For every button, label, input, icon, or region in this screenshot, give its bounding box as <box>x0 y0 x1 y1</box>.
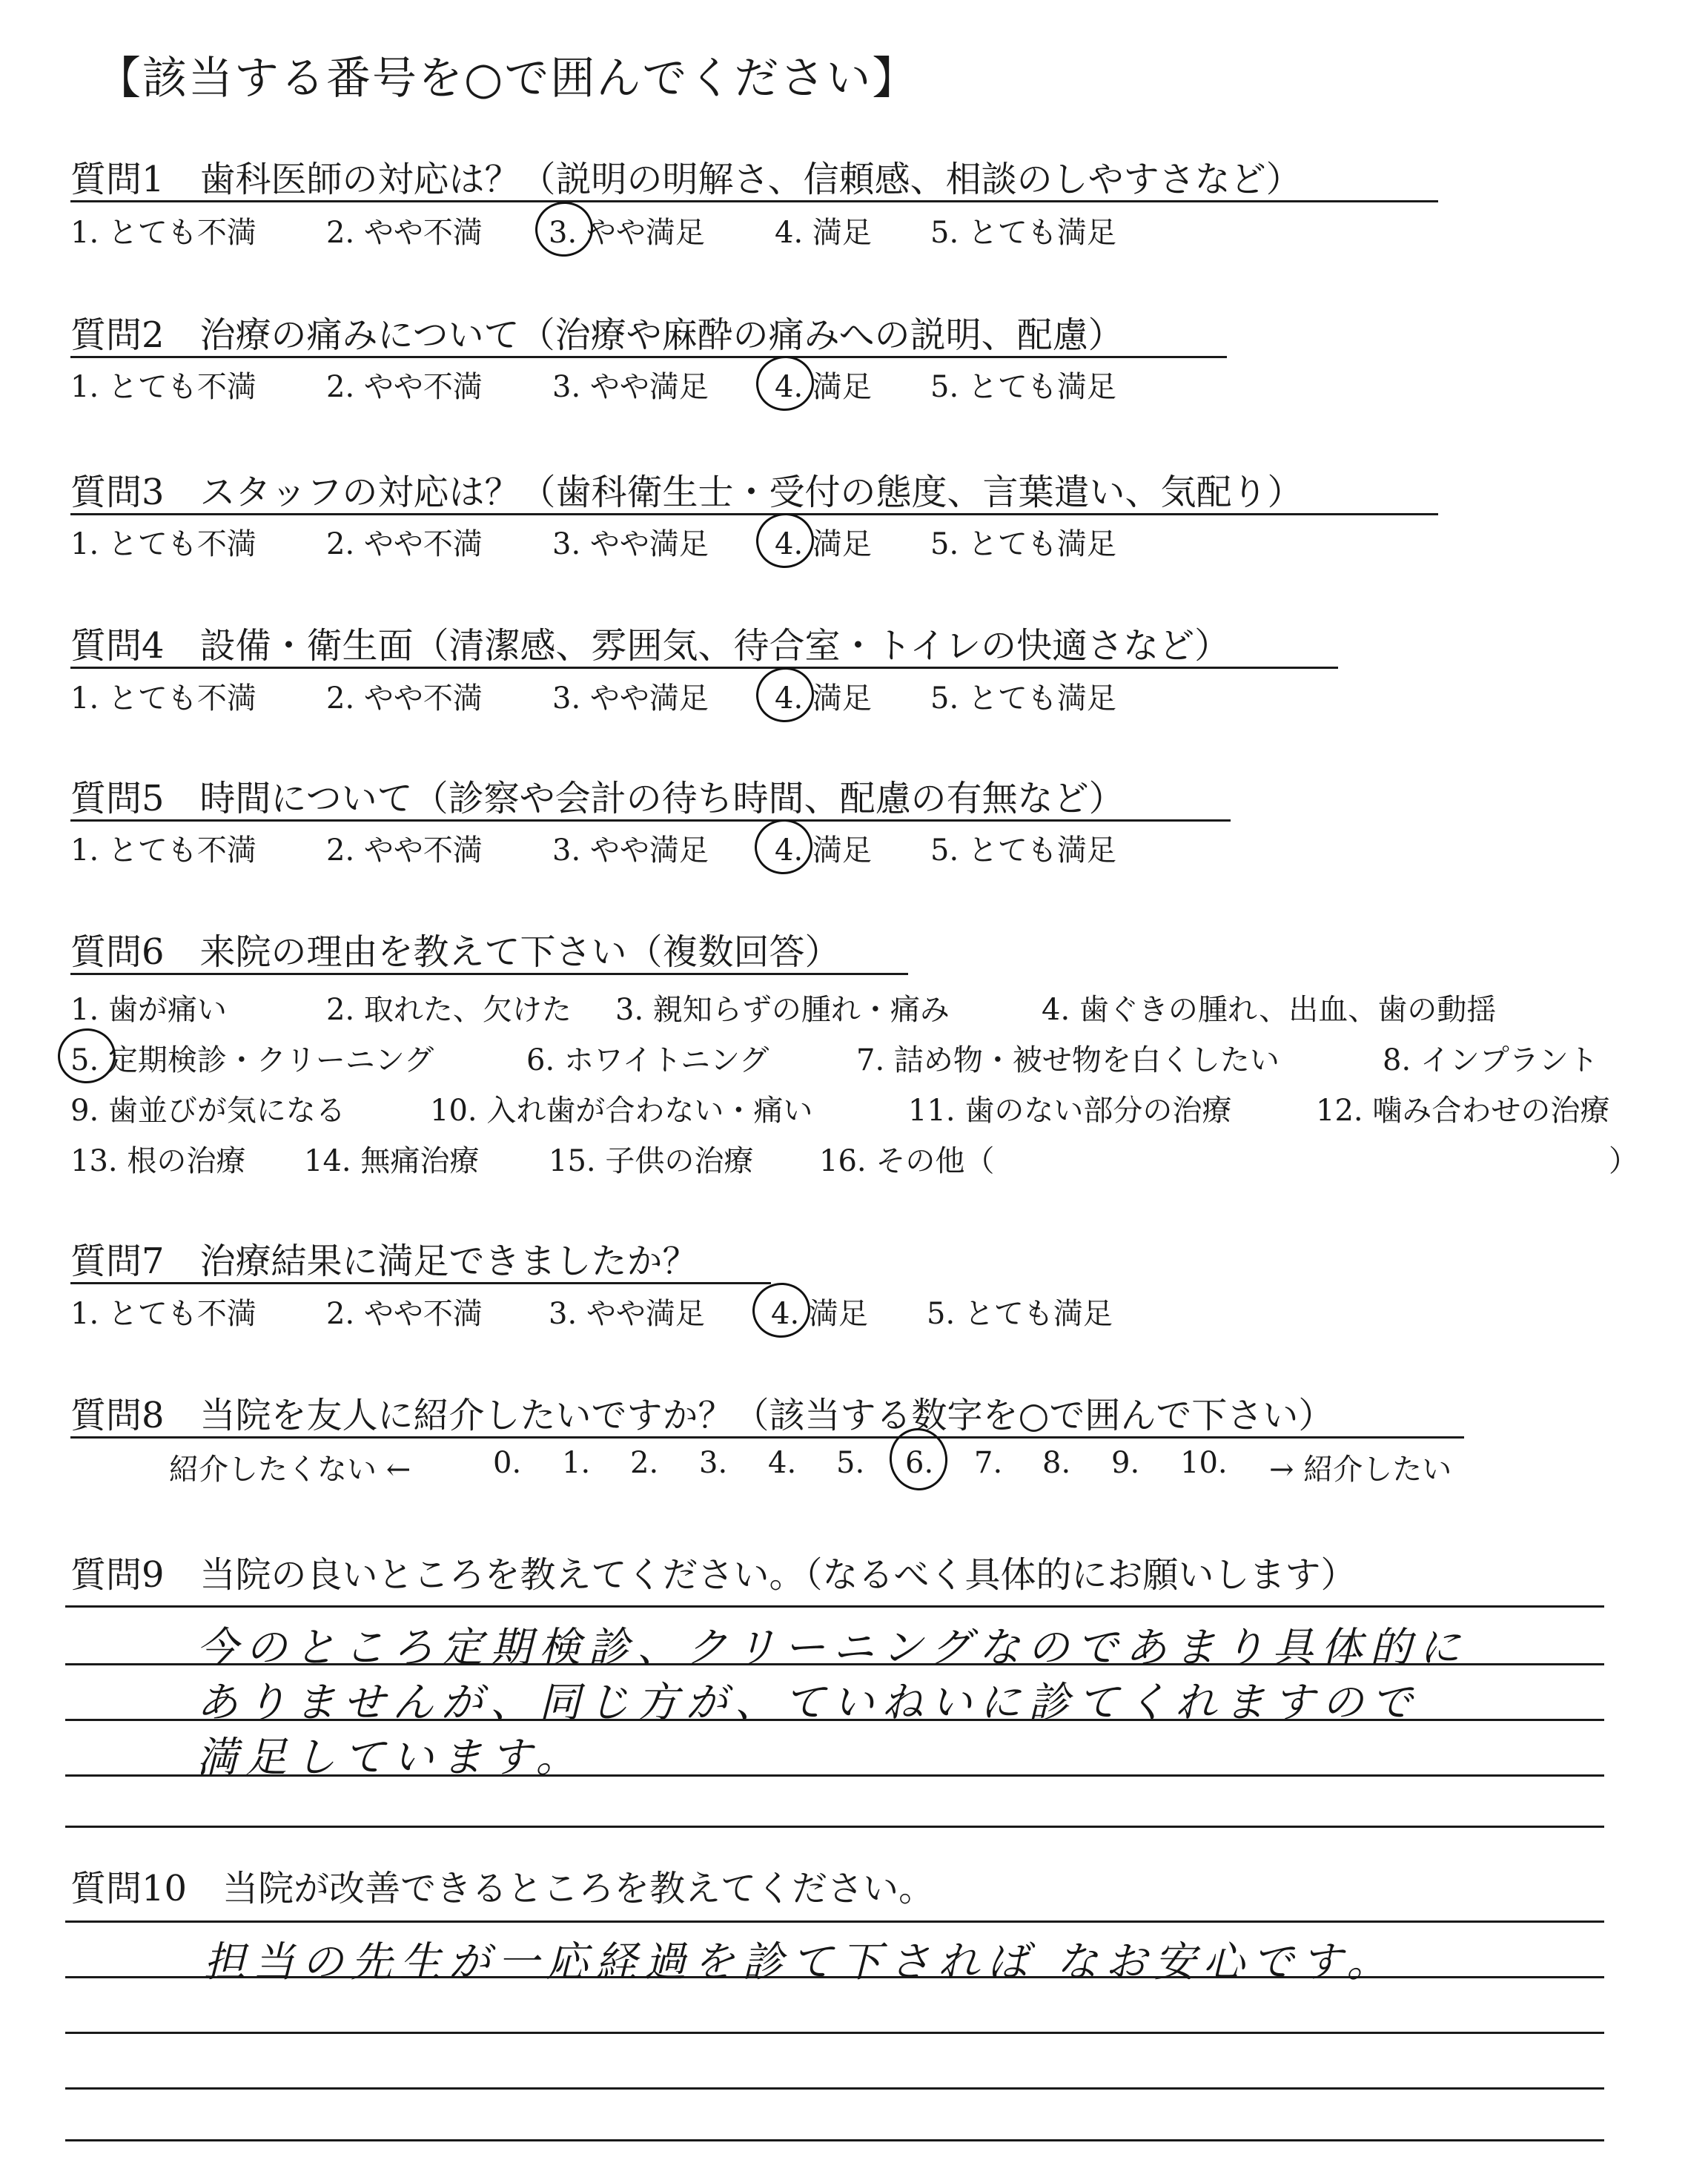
q6-option-15[interactable]: 15. 子供の治療 <box>549 1144 754 1178</box>
q1-option-1[interactable]: 1. とても不満 <box>70 216 256 250</box>
q2-option-2[interactable]: 2. やや不満 <box>326 370 483 404</box>
q6-option-2[interactable]: 2. 取れた、欠けた <box>326 993 572 1027</box>
q5-option-2[interactable]: 2. やや不満 <box>326 833 483 868</box>
q1-option-2[interactable]: 2. やや不満 <box>326 216 483 250</box>
q5-option-3[interactable]: 3. やや満足 <box>552 833 709 868</box>
question-3-underline <box>70 513 1438 515</box>
q1-option-3[interactable]: 3. やや満足 <box>549 216 705 250</box>
q6-option-14[interactable]: 14. 無痛治療 <box>304 1144 480 1178</box>
q6-other-close-paren: ） <box>1609 1144 1638 1178</box>
q4-option-1[interactable]: 1. とても不満 <box>70 681 256 716</box>
q6-option-16[interactable]: 16. その他（ <box>819 1144 995 1178</box>
question-2-title: 質問2 治療の痛みについて（治療や麻酔の痛みへの説明、配慮） <box>70 314 1124 356</box>
q8-scale-4[interactable]: 4. <box>768 1446 797 1480</box>
q8-scale-7[interactable]: 7. <box>974 1446 1003 1480</box>
question-2-underline <box>70 356 1227 358</box>
q6-option-1[interactable]: 1. 歯が痛い <box>70 993 227 1027</box>
q7-option-3[interactable]: 3. やや満足 <box>549 1297 705 1331</box>
question-7-title: 質問7 治療結果に満足できましたか？ <box>70 1241 698 1282</box>
question-1-underline <box>70 200 1438 202</box>
q1-option-5[interactable]: 5. とても満足 <box>930 216 1116 250</box>
q5-option-4[interactable]: 4. 満足 <box>775 833 872 868</box>
q9-answer-line-5 <box>65 1826 1604 1828</box>
q6-option-8[interactable]: 8. インプラント <box>1383 1043 1598 1077</box>
question-5-underline <box>70 819 1231 822</box>
question-3-title: 質問3 スタッフの対応は？（歯科衛生士・受付の態度、言葉遣い、気配り） <box>70 472 1303 513</box>
q6-option-10[interactable]: 10. 入れ歯が合わない・痛い <box>430 1094 813 1128</box>
q3-option-1[interactable]: 1. とても不満 <box>70 527 256 561</box>
q6-option-4[interactable]: 4. 歯ぐきの腫れ、出血、歯の動揺 <box>1042 993 1497 1027</box>
q9-handwritten-line-3: 満足しています。 <box>196 1734 585 1782</box>
q6-option-9[interactable]: 9. 歯並びが気になる <box>70 1094 345 1128</box>
q8-scale-6[interactable]: 6. <box>905 1446 934 1480</box>
q6-option-6[interactable]: 6. ホワイトニング <box>526 1043 769 1077</box>
q6-option-5[interactable]: 5. 定期検診・クリーニング <box>70 1043 434 1077</box>
q6-option-11[interactable]: 11. 歯のない部分の治療 <box>908 1094 1232 1128</box>
q7-option-5[interactable]: 5. とても満足 <box>927 1297 1113 1331</box>
q8-scale-8[interactable]: 8. <box>1042 1446 1071 1480</box>
question-8-title: 質問8 当院を友人に紹介したいですか？（該当する数字を○で囲んで下さい） <box>70 1395 1334 1436</box>
q1-option-4[interactable]: 4. 満足 <box>775 216 872 250</box>
q2-option-5[interactable]: 5. とても満足 <box>930 370 1116 404</box>
question-9-title: 質問9 当院の良いところを教えてください。（なるべく具体的にお願いします） <box>70 1554 1357 1596</box>
question-6-underline <box>70 973 908 975</box>
q10-answer-line-4 <box>65 2087 1604 2090</box>
q3-option-2[interactable]: 2. やや不満 <box>326 527 483 561</box>
q2-option-4[interactable]: 4. 満足 <box>775 370 872 404</box>
q10-answer-line-1 <box>65 1920 1604 1923</box>
q5-option-5[interactable]: 5. とても満足 <box>930 833 1116 868</box>
q8-scale-5[interactable]: 5. <box>836 1446 865 1480</box>
q5-option-1[interactable]: 1. とても不満 <box>70 833 256 868</box>
q9-handwritten-line-1: 今のところ定期検診、クリーニングなのであまり具体的に <box>196 1624 1468 1672</box>
q4-option-3[interactable]: 3. やや満足 <box>552 681 709 716</box>
q9-answer-line-1 <box>65 1605 1604 1608</box>
q8-scale-1[interactable]: 1. <box>562 1446 591 1480</box>
q6-option-3[interactable]: 3. 親知らずの腫れ・痛み <box>615 993 950 1027</box>
q6-option-13[interactable]: 13. 根の治療 <box>70 1144 246 1178</box>
q8-scale-9[interactable]: 9. <box>1111 1446 1140 1480</box>
q3-option-5[interactable]: 5. とても満足 <box>930 527 1116 561</box>
q8-scale-3[interactable]: 3. <box>699 1446 728 1480</box>
question-4-title: 質問4 設備・衛生面（清潔感、雰囲気、待合室・トイレの快適さなど） <box>70 625 1231 667</box>
question-8-underline <box>70 1436 1464 1439</box>
page-header: 【該当する番号を○で囲んでください】 <box>96 53 918 105</box>
question-1-title: 質問1 歯科医師の対応は？（説明の明解さ、信頼感、相談のしやすさなど） <box>70 159 1302 200</box>
q10-answer-line-3 <box>65 2032 1604 2034</box>
q8-scale-0[interactable]: 0. <box>493 1446 522 1480</box>
q8-scale-2[interactable]: 2. <box>630 1446 659 1480</box>
q7-option-1[interactable]: 1. とても不満 <box>70 1297 256 1331</box>
q8-scale-right-label: → 紹介したい <box>1269 1453 1452 1487</box>
q7-option-2[interactable]: 2. やや不満 <box>326 1297 483 1331</box>
q7-option-4[interactable]: 4. 満足 <box>771 1297 868 1331</box>
q10-handwritten-line-1: 担当の先生が一応経過を診て下されば なお安心です。 <box>204 1938 1396 1986</box>
q2-option-1[interactable]: 1. とても不満 <box>70 370 256 404</box>
q3-option-4[interactable]: 4. 満足 <box>775 527 872 561</box>
q8-scale-10[interactable]: 10. <box>1180 1446 1228 1480</box>
q4-option-5[interactable]: 5. とても満足 <box>930 681 1116 716</box>
question-6-title: 質問6 来院の理由を教えて下さい（複数回答） <box>70 931 841 973</box>
q2-option-3[interactable]: 3. やや満足 <box>552 370 709 404</box>
question-7-underline <box>70 1282 771 1284</box>
question-10-title: 質問10 当院が改善できるところを教えてください。 <box>70 1868 935 1909</box>
question-4-underline <box>70 667 1338 669</box>
q4-option-4[interactable]: 4. 満足 <box>775 681 872 716</box>
q6-option-7[interactable]: 7. 詰め物・被せ物を白くしたい <box>856 1043 1280 1077</box>
q10-answer-line-5 <box>65 2139 1604 2141</box>
question-5-title: 質問5 時間について（診察や会計の待ち時間、配慮の有無など） <box>70 778 1125 819</box>
q3-option-3[interactable]: 3. やや満足 <box>552 527 709 561</box>
q4-option-2[interactable]: 2. やや不満 <box>326 681 483 716</box>
q8-scale-left-label: 紹介したくない ← <box>169 1453 411 1487</box>
q9-handwritten-line-2: ありませんが、同じ方が、ていねいに診てくれますので <box>196 1679 1420 1727</box>
q6-option-12[interactable]: 12. 噛み合わせの治療 <box>1316 1094 1610 1128</box>
